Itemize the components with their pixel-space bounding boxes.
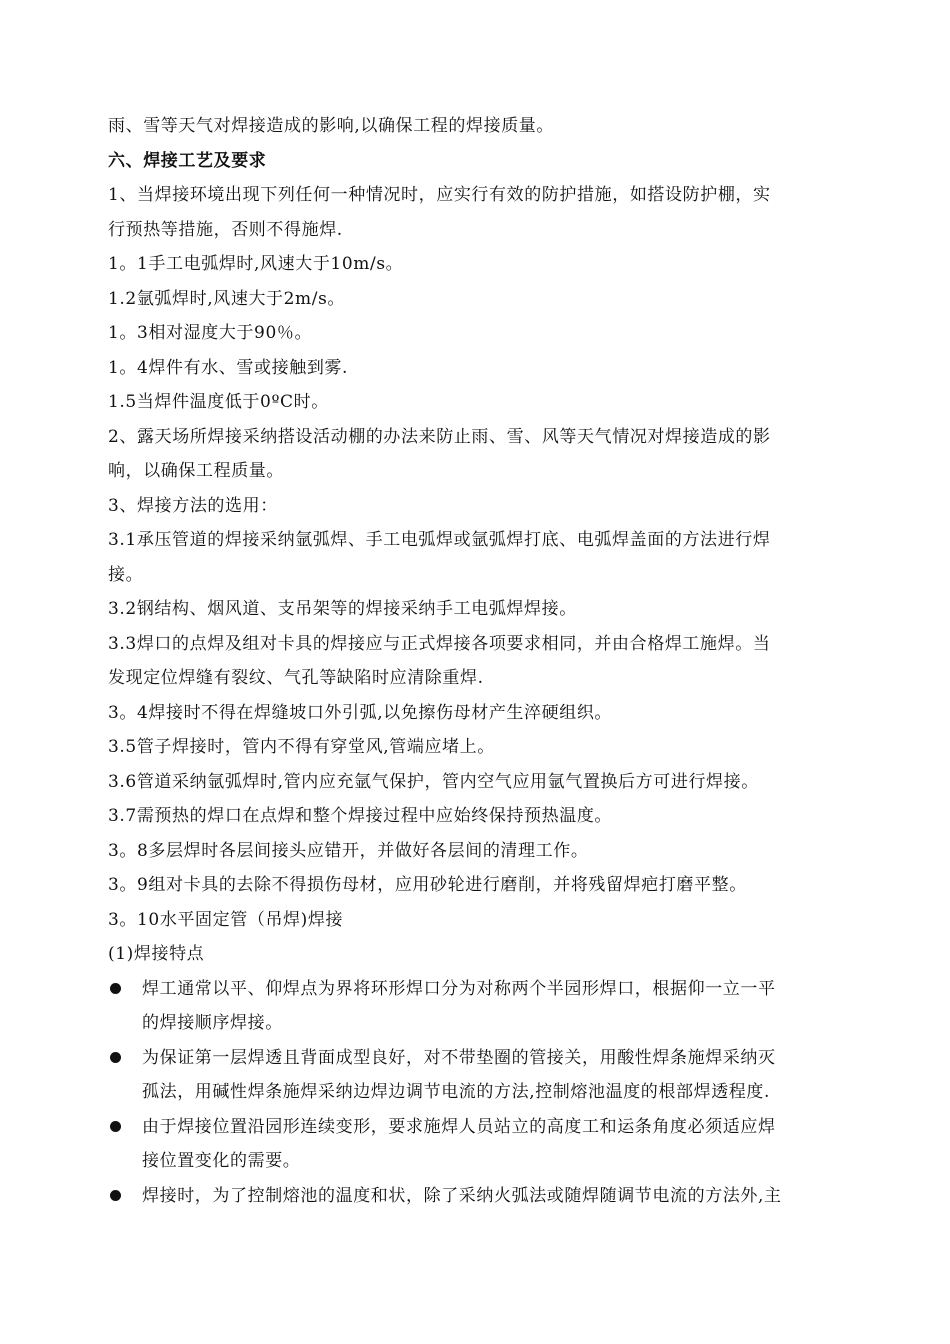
list-item: 1。1手工电弧焊时,风速大于10m/s。 [108, 254, 404, 274]
paragraph-line: 3、焊接方法的选用： [108, 495, 278, 516]
list-item: 1。4焊件有水、雪或接触到雾. [108, 357, 349, 378]
list-item: 1.2氩弧焊时,风速大于2m/s。 [108, 288, 346, 309]
bullet-line: 孤法，用碱性焊条施焊采纳边焊边调节电流的方法,控制熔池温度的根部焊透程度. [142, 1082, 771, 1102]
bullet-line: 焊接时，为了控制熔池的温度和状，除了采纳火弧法或随焊随调节电流的方法外,主 [142, 1185, 782, 1206]
list-item: 3.6管道采纳氩弧焊时,管内应充氩气保护，管内空气应用氩气置换后方可进行焊接。 [108, 771, 759, 792]
paragraph-line: 行预热等措施，否则不得施焊. [108, 219, 343, 240]
paragraph-line: 2、露天场所焊接采纳搭设活动棚的办法来防止雨、雪、风等天气情况对焊接造成的影 [108, 426, 771, 447]
section-heading: 六、焊接工艺及要求 [108, 150, 267, 171]
list-item: 1。3相对湿度大于90％。 [108, 323, 313, 343]
list-item: 3.5管子焊接时，管内不得有穿堂风,管端应堵上。 [108, 737, 495, 757]
bullet-item [108, 1179, 844, 1214]
bullet-line: 由于焊接位置沿园形连续变形，要求施焊人员站立的高度工和运条角度必须适应焊 [142, 1116, 776, 1137]
list-item: 3。9组对卡具的去除不得损伤母材，应用砂轮进行磨削，并将残留焊疤打磨平整。 [108, 875, 747, 895]
list-item: 1.5当焊件温度低于0ºC时。 [108, 392, 329, 412]
bullet-line: 焊工通常以平、仰焊点为界将环形焊口分为对称两个半园形焊口，根据仰一立一平 [142, 978, 776, 999]
bullet-dot-icon [110, 972, 122, 1007]
list-item: 3。8多层焊时各层间接头应错开，并做好各层间的清理工作。 [108, 840, 589, 861]
bullet-item [108, 972, 844, 1041]
paragraph-line: 1、当焊接环境出现下列任何一种情况时，应实行有效的防护措施，如搭设防护棚，实 [108, 185, 771, 205]
list-item: 3。4焊接时不得在焊缝坡口外引弧,以免擦伤母材产生淬硬组织。 [108, 702, 613, 723]
bullet-dot-icon [110, 1110, 122, 1145]
list-item: 3.2钢结构、烟风道、支吊架等的焊接采纳手工电弧焊焊接。 [108, 599, 577, 619]
bullet-item [108, 1041, 844, 1110]
bullet-list [108, 972, 844, 1214]
bullet-text [142, 972, 844, 1041]
bullet-item [108, 1110, 844, 1179]
subsection-title: (1)焊接特点 [108, 944, 205, 964]
bullet-dot-icon [110, 1041, 122, 1076]
list-item: 3。10水平固定管（吊焊)焊接 [108, 909, 344, 930]
bullet-text [142, 1041, 844, 1110]
bullet-text [142, 1110, 844, 1179]
bullet-line: 接位置变化的需要。 [142, 1151, 301, 1171]
list-item: 发现定位焊缝有裂纹、气孔等缺陷时应清除重焊. [108, 668, 484, 688]
paragraph-line: 响，以确保工程质量。 [108, 461, 284, 481]
bullet-text [142, 1179, 844, 1214]
list-item: 接。 [108, 564, 144, 585]
list-item: 3.3焊口的点焊及组对卡具的焊接应与正式焊接各项要求相同，并由合格焊工施焊。当 [108, 633, 771, 654]
bullet-line: 为保证第一层焊透且背面成型良好，对不带垫圈的管接关，用酸性焊条施焊采纳灭 [142, 1047, 776, 1068]
document-body [108, 109, 844, 1213]
paragraph-line: 雨、雪等天气对焊接造成的影响,以确保工程的焊接质量。 [108, 116, 555, 136]
list-item: 3.1承压管道的焊接采纳氩弧焊、手工电弧焊或氩弧焊打底、电弧焊盖面的方法进行焊 [108, 530, 771, 550]
bullet-dot-icon [110, 1179, 122, 1214]
bullet-line: 的焊接顺序焊接。 [142, 1013, 283, 1033]
list-item: 3.7需预热的焊口在点焊和整个焊接过程中应始终保持预热温度。 [108, 806, 613, 826]
